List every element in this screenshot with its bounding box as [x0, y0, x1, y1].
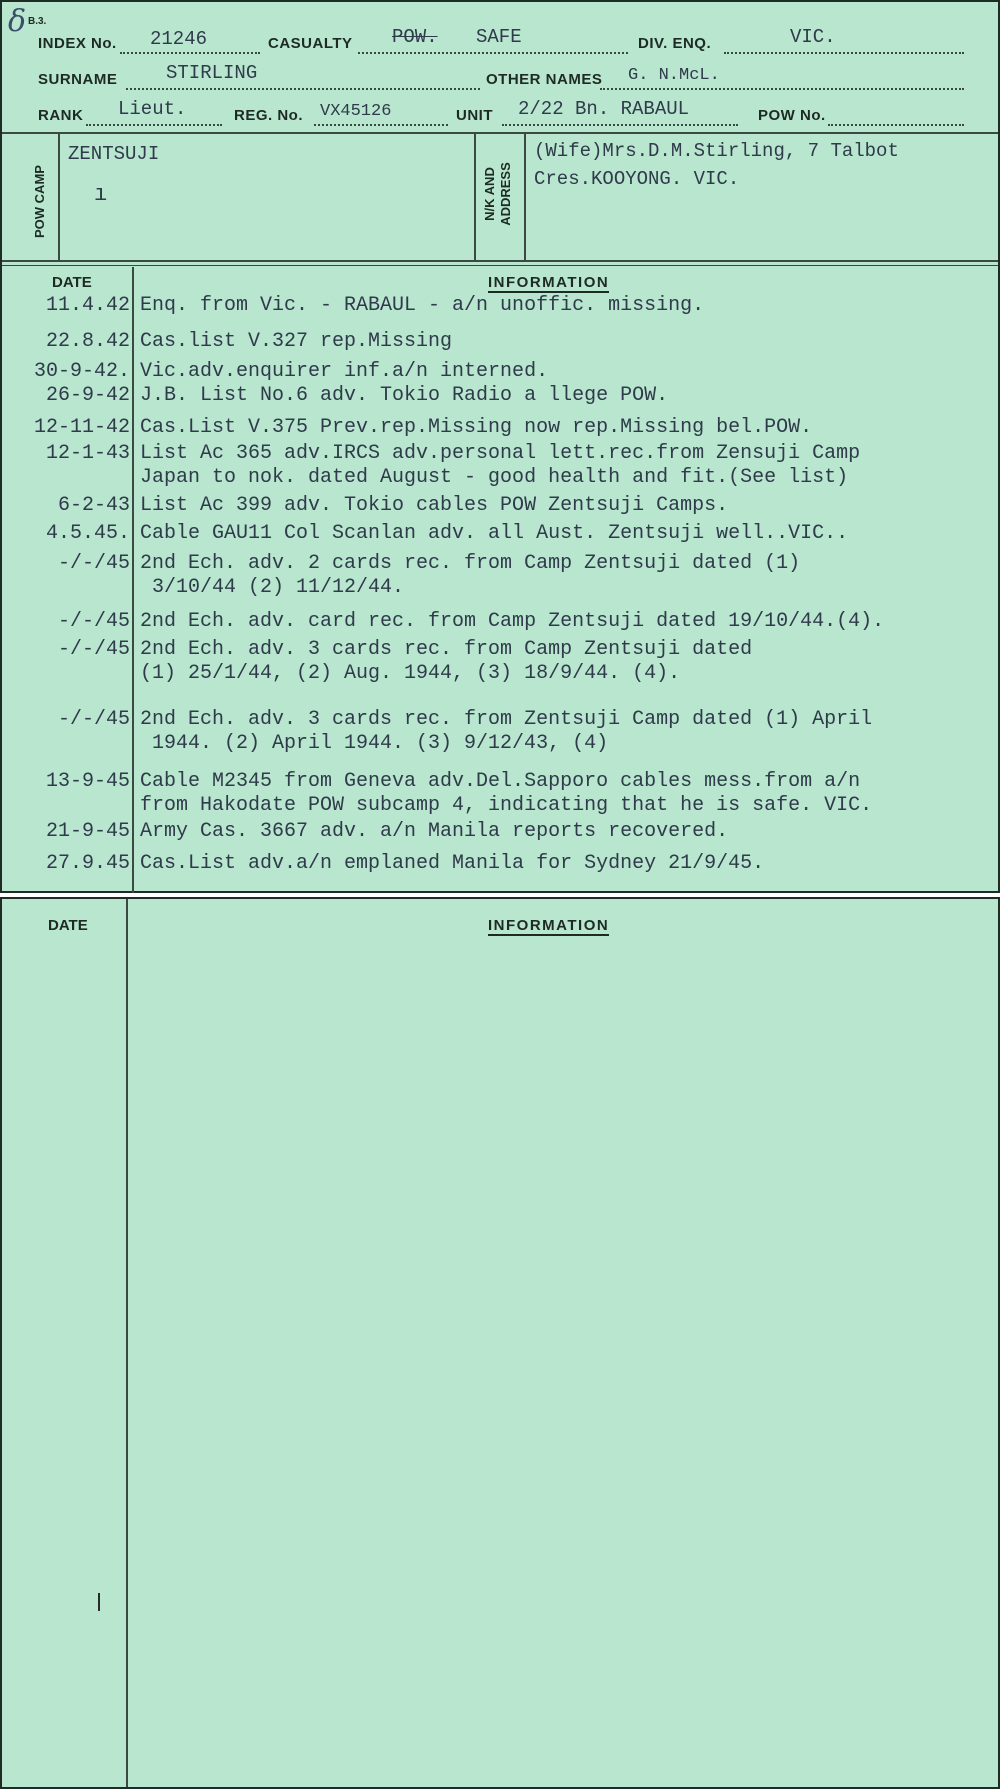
entry-text: Vic.adv.enquirer inf.a/n interned.	[140, 360, 549, 383]
reg-no-dotline	[314, 124, 448, 126]
rank-label: RANK	[38, 107, 84, 124]
pow-camp-mark: ı	[94, 182, 108, 207]
other-names-value: G. N.McL.	[628, 66, 720, 85]
nk-address-line2: Cres.KOOYONG. VIC.	[534, 168, 740, 190]
entry-text: from Hakodate POW subcamp 4, indicating that he is safe. VIC.	[140, 794, 873, 817]
entry-text: 1944. (2) April 1944. (3) 9/12/43, (4)	[152, 732, 609, 755]
other-names-dotline	[600, 88, 964, 90]
pow-camp-label: POW CAMP	[32, 165, 47, 238]
rank-dotline	[86, 124, 222, 126]
nk-right-divider	[524, 132, 526, 260]
index-dotline	[120, 52, 260, 54]
entry-date: 30-9-42.	[33, 360, 130, 383]
pow-no-dotline	[828, 124, 964, 126]
entry-date: 12-11-42	[33, 416, 130, 439]
pow-camp-value: ZENTSUJI	[68, 143, 160, 165]
entry-date: 12-1-43	[45, 442, 130, 465]
back-info-header: INFORMATION	[488, 917, 610, 934]
entry-text: Cable M2345 from Geneva adv.Del.Sapporo cables mess.from a/n	[140, 770, 861, 793]
unit-dotline	[502, 124, 738, 126]
index-value: 21246	[150, 28, 208, 50]
entry-text: 2nd Ech. adv. card rec. from Camp Zentsuji dated 19/10/44.(4).	[140, 610, 885, 633]
entry-date: 11.4.42	[45, 294, 130, 317]
date-column-divider	[132, 267, 134, 893]
corner-mark: B.3.	[28, 16, 47, 27]
entry-text: Cas.List adv.a/n emplaned Manila for Sydney 21/9/45.	[140, 852, 765, 875]
entry-text: 3/10/44 (2) 11/12/44.	[152, 576, 405, 599]
div-enq-value: VIC.	[790, 26, 836, 48]
reg-no-label: REG. No.	[234, 107, 304, 124]
entry-text: Cas.List V.375 Prev.rep.Missing now rep.Missing bel.POW.	[140, 416, 813, 439]
record-card-back	[0, 897, 1000, 1789]
block-bottom-rule-double	[2, 265, 998, 266]
pow-no-label: POW No.	[758, 107, 826, 124]
entry-date: 27.9.45	[45, 852, 130, 875]
entry-text: J.B. List No.6 adv. Tokio Radio a llege POW.	[140, 384, 669, 407]
entry-date: 21-9-45	[45, 820, 130, 843]
entry-text: List Ac 399 adv. Tokio cables POW Zentsuji Camps.	[140, 494, 729, 517]
entry-date: 13-9-45	[45, 770, 130, 793]
entry-text: Cas.list V.327 rep.Missing	[140, 330, 453, 353]
back-date-column-divider	[126, 899, 128, 1787]
entry-text: 2nd Ech. adv. 3 cards rec. from Camp Zentsuji dated	[140, 638, 753, 661]
index-label: INDEX No.	[38, 35, 117, 52]
entry-text: (1) 25/1/44, (2) Aug. 1944, (3) 18/9/44. (4).	[140, 662, 681, 685]
reg-no-value: VX45126	[320, 102, 392, 121]
surname-value: STIRLING	[166, 62, 258, 84]
info-header: INFORMATION	[488, 274, 610, 291]
entry-date: 26-9-42	[45, 384, 130, 407]
casualty-label: CASUALTY	[268, 35, 353, 52]
unit-label: UNIT	[456, 107, 493, 124]
block-top-rule	[2, 132, 998, 134]
casualty-value: SAFE	[476, 26, 522, 48]
entry-text: Army Cas. 3667 adv. a/n Manila reports recovered.	[140, 820, 729, 843]
entry-date: -/-/45	[57, 708, 130, 731]
casualty-struck-value: POW.	[392, 26, 438, 48]
entry-text: Cable GAU11 Col Scanlan adv. all Aust. Zentsuji well..VIC..	[140, 522, 849, 545]
unit-value: 2/22 Bn. RABAUL	[518, 98, 690, 120]
casualty-dotline	[358, 52, 628, 54]
entry-text: List Ac 365 adv.IRCS adv.personal lett.rec.from Zensuji Camp	[140, 442, 861, 465]
nk-left-divider	[474, 132, 476, 260]
block-bottom-rule	[2, 260, 998, 262]
entry-date: 6-2-43	[57, 494, 130, 517]
entry-text: Japan to nok. dated August - good health and fit.(See list)	[140, 466, 849, 489]
handwritten-mark: δ	[8, 4, 27, 39]
div-enq-label: DIV. ENQ.	[638, 35, 712, 52]
back-date-header: DATE	[48, 917, 88, 934]
entry-date: 4.5.45.	[45, 522, 130, 545]
pow-camp-divider	[58, 132, 60, 260]
entry-text: 2nd Ech. adv. 3 cards rec. from Zentsuji Camp dated (1) April	[140, 708, 873, 731]
entry-text: Enq. from Vic. - RABAUL - a/n unoffic. missing.	[140, 294, 705, 317]
entry-text: 2nd Ech. adv. 2 cards rec. from Camp Zentsuji dated (1)	[140, 552, 801, 575]
date-header: DATE	[52, 274, 92, 291]
surname-dotline	[126, 88, 480, 90]
rank-value: Lieut.	[118, 98, 187, 120]
div-enq-dotline	[724, 52, 964, 54]
other-names-label: OTHER NAMES	[486, 71, 603, 88]
record-card-front	[0, 0, 1000, 893]
entry-date: 22.8.42	[45, 330, 130, 353]
entry-date: -/-/45	[57, 638, 130, 661]
entry-date: -/-/45	[57, 610, 130, 633]
surname-label: SURNAME	[38, 71, 118, 88]
entry-date: -/-/45	[57, 552, 130, 575]
back-stray-mark	[98, 1593, 100, 1611]
nk-address-line1: (Wife)Mrs.D.M.Stirling, 7 Talbot	[534, 140, 899, 162]
nk-label-line2: ADDRESS	[498, 162, 513, 226]
nk-address-label	[482, 154, 514, 234]
nk-label-line1: N/K AND	[482, 167, 497, 221]
